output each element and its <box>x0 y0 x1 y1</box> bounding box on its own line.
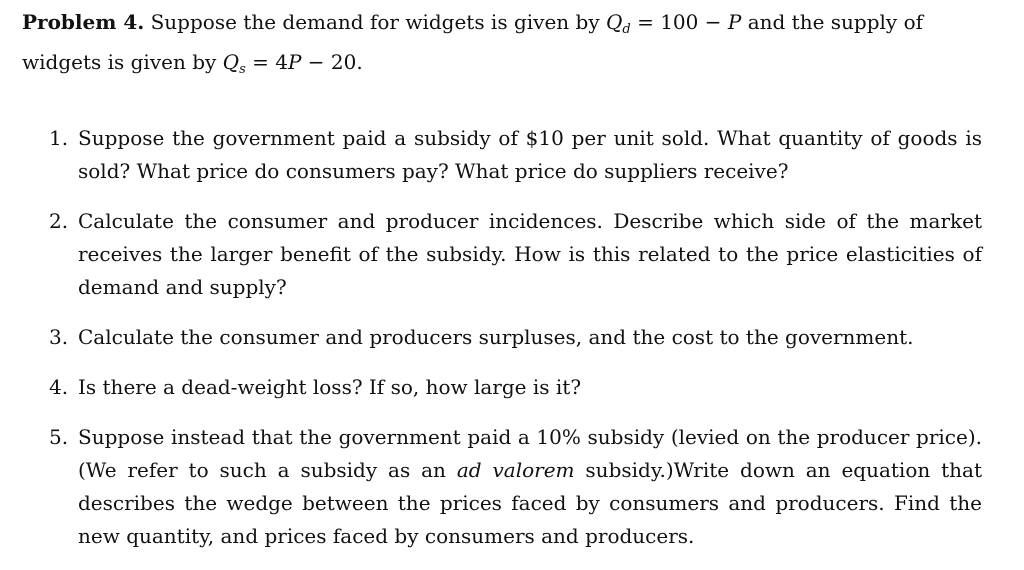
question-item-4 <box>22 371 982 404</box>
intro-text-1: Suppose the demand for widgets is given by <box>150 10 600 34</box>
question-number: 4. <box>49 375 69 399</box>
question-text-part-2: subsidy.)Write down an equation that describes the wedge between the prices faced by consumers and producers. Find the new quantity, and prices faced by consumers and producers. <box>78 458 983 548</box>
question-item-5 <box>22 421 982 553</box>
question-number: 1. <box>49 126 69 150</box>
demand-rhs: = 100 − <box>637 10 728 34</box>
demand-price-var: P <box>727 10 742 34</box>
question-number: 3. <box>49 325 69 349</box>
supply-tail: − 20. <box>301 50 363 74</box>
demand-var: Q <box>606 10 623 34</box>
question-item-1 <box>22 122 982 188</box>
demand-sub: d <box>622 22 631 37</box>
problem-document <box>22 6 982 570</box>
question-number: 2. <box>49 209 69 233</box>
ad-valorem-emphasis: ad valorem <box>456 458 575 482</box>
question-text: Suppose the government paid a subsidy of $10 per unit sold. What quantity of goods is sold? What price do consumers pay? What price do suppliers receive? <box>78 126 982 183</box>
question-text-part-1: Suppose instead that the government paid a 10% subsidy (levied on the producer price). (We refer to such a subsidy as an <box>78 425 982 482</box>
supply-equation <box>222 50 363 77</box>
problem-statement <box>22 6 982 86</box>
question-text: Calculate the consumer and producer incidences. Describe which side of the market receives the larger benefit of the subsidy. How is this related to the price elasticities of demand and supply? <box>78 209 982 299</box>
supply-rhs: = 4 <box>252 50 288 74</box>
problem-label: Problem 4. <box>22 10 145 34</box>
supply-price-var: P <box>287 50 302 74</box>
question-item-3 <box>22 321 982 354</box>
question-text: Calculate the consumer and producers surpluses, and the cost to the government. <box>78 325 914 349</box>
demand-equation <box>606 10 742 37</box>
question-text: Is there a dead-weight loss? If so, how large is it? <box>78 375 582 399</box>
question-list <box>22 122 982 553</box>
supply-var: Q <box>222 50 240 74</box>
question-item-2 <box>22 205 982 304</box>
question-number: 5. <box>49 425 69 449</box>
supply-sub: s <box>239 62 246 77</box>
intro-text-2: and the supply of widgets is given by <box>22 10 924 74</box>
